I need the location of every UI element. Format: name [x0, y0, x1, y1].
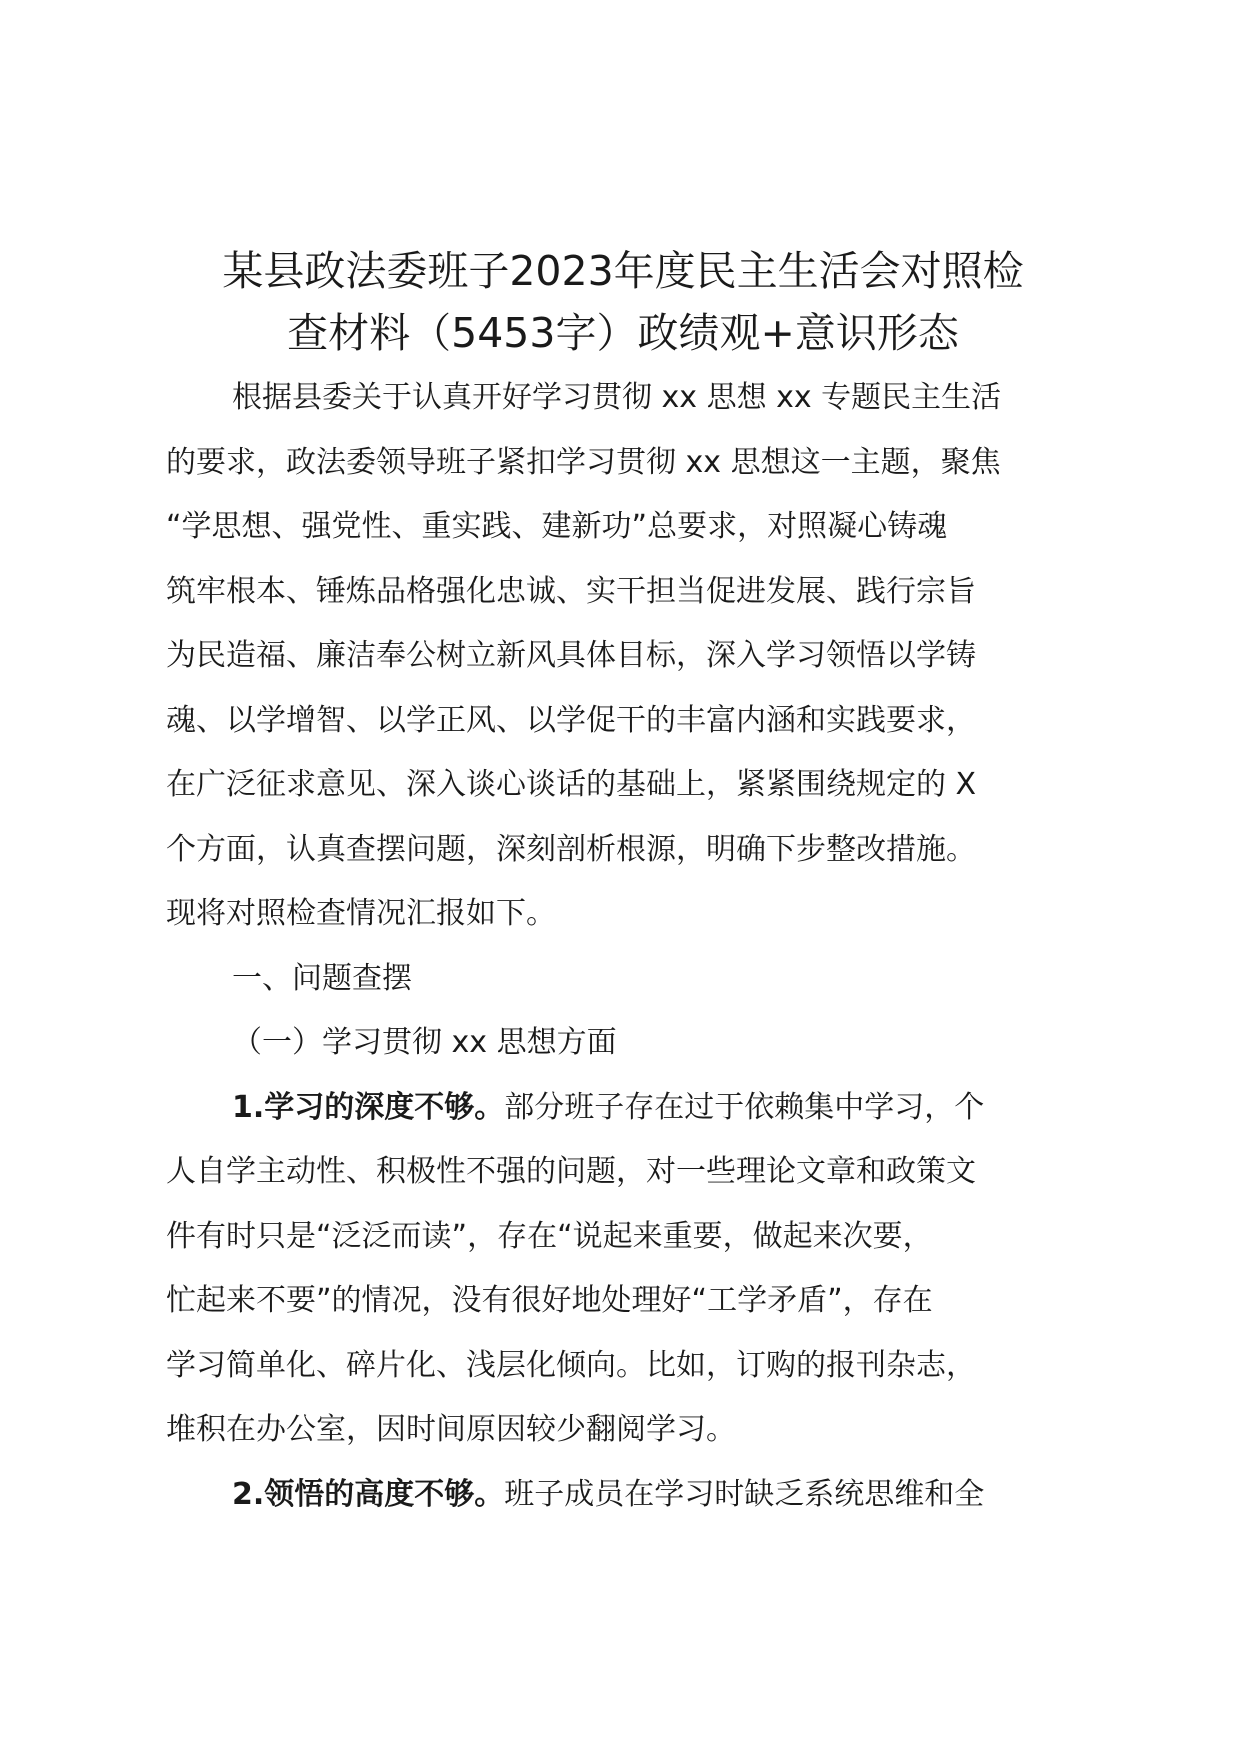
document-body [166, 366, 1080, 1527]
item-1-line-4: 忙起来不要”的情况，没有很好地处理好“工学矛盾”，存在 [166, 1283, 933, 1318]
item-paragraph-2 [166, 1463, 1080, 1528]
item-2-first-line [166, 1463, 1080, 1528]
intro-line-4: 筑牢根本、锤炼品格强化忠诚、实干担当促进发展、践行宗旨 [166, 573, 976, 609]
intro-line-7: 在广泛征求意见、深入谈心谈话的基础上，紧紧围绕规定的 X [166, 767, 977, 802]
item-1-line-3: 件有时只是“泛泛而读”，存在“说起来重要，做起来次要， [166, 1218, 933, 1254]
title-line-2: 查材料（5453字）政绩观+意识形态 [287, 309, 959, 357]
intro-line-9: 现将对照检查情况汇报如下。 [166, 896, 556, 931]
subsection-heading: （一）学习贯彻 xx 思想方面 [232, 1025, 617, 1060]
intro-line-2: 的要求，政法委领导班子紧扣学习贯彻 xx 思想这一主题，聚焦 [166, 444, 1001, 480]
item-1-first-line [166, 1076, 1080, 1141]
intro-line-6: 魂、以学增智、以学正风、以学促干的丰富内涵和实践要求， [166, 702, 976, 738]
section-heading: 一、问题查摆 [232, 960, 412, 996]
item-1-lead: 1.学习的深度不够。 [232, 1089, 505, 1125]
intro-line-8: 个方面，认真查摆问题，深刻剖析根源，明确下步整改措施。 [166, 831, 976, 867]
item-1-line-2: 人自学主动性、积极性不强的问题，对一些理论文章和政策文 [166, 1154, 976, 1189]
document-page [166, 240, 1080, 1527]
item-1-line-5: 学习简单化、碎片化、浅层化倾向。比如，订购的报刊杂志， [166, 1347, 976, 1383]
intro-line-3: “学思想、强党性、重实践、建新功”总要求，对照凝心铸魂 [166, 509, 948, 544]
intro-line-5: 为民造福、廉洁奉公树立新风具体目标，深入学习领悟以学铸 [166, 638, 976, 673]
item-1-line-6: 堆积在办公室，因时间原因较少翻阅学习。 [166, 1412, 736, 1447]
title-line-1: 某县政法委班子2023年度民主生活会对照检 [222, 247, 1024, 295]
item-paragraph-1 [166, 1076, 1080, 1463]
document-title [166, 240, 1080, 364]
item-1-first-rest: 部分班子存在过于依赖集中学习，个 [504, 1089, 985, 1125]
intro-line-1: 根据县委关于认真开好学习贯彻 xx 思想 xx 专题民主生活 [232, 380, 1002, 415]
item-2-lead: 2.领悟的高度不够。 [232, 1476, 505, 1512]
intro-paragraph [166, 366, 1080, 947]
item-2-first-rest: 班子成员在学习时缺乏系统思维和全 [504, 1476, 985, 1512]
